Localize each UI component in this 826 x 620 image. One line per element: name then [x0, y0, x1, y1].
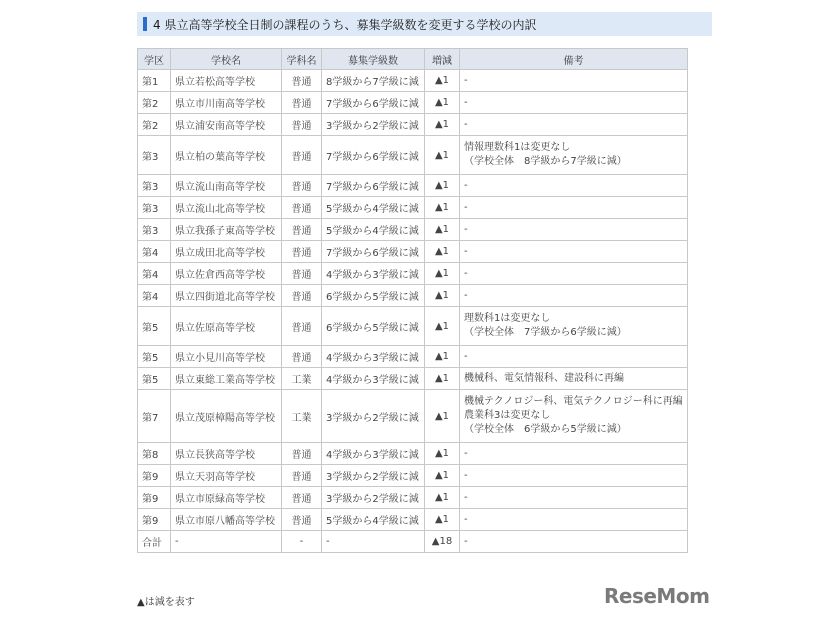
table-row [138, 285, 688, 307]
remark-line: （学校全体 8学級から7学級に減） [464, 156, 627, 167]
classes-cell: 4学級から3学級に減 [322, 368, 425, 390]
table-row [138, 197, 688, 219]
footnote: ▲は減を表す [137, 597, 195, 608]
dept-cell: 普通 [282, 219, 322, 241]
dept-cell: 工業 [282, 368, 322, 390]
remarks-cell [460, 285, 688, 307]
remarks-cell [460, 390, 688, 443]
classes-cell: 5学級から4学級に減 [322, 197, 425, 219]
school-cell: 県立若松高等学校 [171, 70, 282, 92]
district-cell: 第5 [138, 346, 171, 368]
table-title-bar [137, 12, 712, 36]
remarks-cell [460, 487, 688, 509]
district-cell: 第9 [138, 509, 171, 531]
change-cell: ▲1 [425, 346, 460, 368]
table-row [138, 487, 688, 509]
resemom-logo: ReseMom [604, 584, 710, 608]
dept-cell: 普通 [282, 487, 322, 509]
remarks-cell [460, 241, 688, 263]
remark-line: - [464, 469, 468, 481]
header-classes: 募集学級数 [322, 49, 425, 70]
change-cell: ▲1 [425, 92, 460, 114]
classes-cell: 7学級から6学級に減 [322, 136, 425, 175]
district-cell: 第7 [138, 390, 171, 443]
dept-cell: 普通 [282, 509, 322, 531]
dept-cell: 普通 [282, 263, 322, 285]
district-cell: 第3 [138, 219, 171, 241]
remark-line: - [464, 447, 468, 459]
school-cell: 県立佐倉西高等学校 [171, 263, 282, 285]
remarks-cell [460, 368, 688, 390]
remark-line: - [464, 201, 468, 213]
school-cell: 県立浦安南高等学校 [171, 114, 282, 136]
remark-line: （学校全体 6学級から5学級に減） [464, 424, 627, 435]
classes-cell: 4学級から3学級に減 [322, 443, 425, 465]
title-marker [143, 17, 147, 31]
remarks-cell [460, 219, 688, 241]
total-change: ▲18 [425, 531, 460, 553]
district-cell: 第9 [138, 465, 171, 487]
school-cell: 県立東総工業高等学校 [171, 368, 282, 390]
change-cell: ▲1 [425, 70, 460, 92]
school-cell: 県立柏の葉高等学校 [171, 136, 282, 175]
header-remarks: 備考 [460, 49, 688, 70]
classes-cell: 3学級から2学級に減 [322, 390, 425, 443]
remark-line: - [464, 74, 468, 86]
school-cell: 県立小見川高等学校 [171, 346, 282, 368]
table-row [138, 263, 688, 285]
school-cell: 県立我孫子東高等学校 [171, 219, 282, 241]
remarks-cell [460, 70, 688, 92]
school-class-change-table [137, 48, 688, 553]
table-row [138, 346, 688, 368]
classes-cell: 7学級から6学級に減 [322, 175, 425, 197]
remarks-cell [460, 509, 688, 531]
dept-cell: 工業 [282, 390, 322, 443]
table-row [138, 307, 688, 346]
change-cell: ▲1 [425, 219, 460, 241]
district-cell: 第3 [138, 197, 171, 219]
remarks-cell [460, 443, 688, 465]
change-cell: ▲1 [425, 175, 460, 197]
classes-cell: 3学級から2学級に減 [322, 465, 425, 487]
total-row [138, 531, 688, 553]
district-cell: 第4 [138, 263, 171, 285]
school-cell: 県立市原八幡高等学校 [171, 509, 282, 531]
district-cell: 第4 [138, 241, 171, 263]
table-row [138, 509, 688, 531]
district-cell: 第9 [138, 487, 171, 509]
table-row [138, 70, 688, 92]
change-cell: ▲1 [425, 241, 460, 263]
change-cell: ▲1 [425, 509, 460, 531]
school-cell: 県立佐原高等学校 [171, 307, 282, 346]
classes-cell: 4学級から3学級に減 [322, 346, 425, 368]
district-cell: 第2 [138, 114, 171, 136]
dept-cell: 普通 [282, 175, 322, 197]
table-row [138, 368, 688, 390]
classes-cell: 8学級から7学級に減 [322, 70, 425, 92]
total-remarks: - [460, 531, 688, 553]
remarks-cell [460, 465, 688, 487]
classes-cell: 4学級から3学級に減 [322, 263, 425, 285]
header-school: 学校名 [171, 49, 282, 70]
table-row [138, 136, 688, 175]
school-cell: 県立天羽高等学校 [171, 465, 282, 487]
dept-cell: 普通 [282, 241, 322, 263]
remark-line: （学校全体 7学級から6学級に減） [464, 327, 627, 338]
remark-line: - [464, 289, 468, 301]
change-cell: ▲1 [425, 487, 460, 509]
classes-cell: 5学級から4学級に減 [322, 509, 425, 531]
header-district: 学区 [138, 49, 171, 70]
table-row [138, 241, 688, 263]
dept-cell: 普通 [282, 285, 322, 307]
classes-cell: 6学級から5学級に減 [322, 285, 425, 307]
district-cell: 第5 [138, 368, 171, 390]
remarks-cell [460, 263, 688, 285]
district-cell: 第8 [138, 443, 171, 465]
total-school: - [171, 531, 282, 553]
remark-line: 理数科1は変更なし [464, 313, 551, 324]
district-cell: 第1 [138, 70, 171, 92]
change-cell: ▲1 [425, 285, 460, 307]
table-row [138, 443, 688, 465]
dept-cell: 普通 [282, 346, 322, 368]
district-cell: 第4 [138, 285, 171, 307]
change-cell: ▲1 [425, 390, 460, 443]
school-cell: 県立流山北高等学校 [171, 197, 282, 219]
remark-line: - [464, 223, 468, 235]
total-classes: - [322, 531, 425, 553]
change-cell: ▲1 [425, 197, 460, 219]
remark-line: - [464, 350, 468, 362]
dept-cell: 普通 [282, 197, 322, 219]
remark-line: 機械テクノロジー科、電気テクノロジー科に再編 [464, 396, 683, 407]
table-row [138, 390, 688, 443]
remarks-cell [460, 136, 688, 175]
table-row [138, 92, 688, 114]
classes-cell: 3学級から2学級に減 [322, 487, 425, 509]
remark-line: - [464, 96, 468, 108]
remark-line: - [464, 245, 468, 257]
dept-cell: 普通 [282, 443, 322, 465]
remark-line: - [464, 513, 468, 525]
table-body [138, 70, 688, 553]
header-dept: 学科名 [282, 49, 322, 70]
district-cell: 第3 [138, 136, 171, 175]
header-row [138, 49, 688, 70]
classes-cell: 7学級から6学級に減 [322, 92, 425, 114]
table-row [138, 114, 688, 136]
table-title: 4 県立高等学校全日制の課程のうち、募集学級数を変更する学校の内訳 [153, 17, 537, 32]
school-cell: 県立長狭高等学校 [171, 443, 282, 465]
change-cell: ▲1 [425, 368, 460, 390]
district-cell: 第5 [138, 307, 171, 346]
dept-cell: 普通 [282, 92, 322, 114]
dept-cell: 普通 [282, 114, 322, 136]
change-cell: ▲1 [425, 263, 460, 285]
school-cell: 県立市原緑高等学校 [171, 487, 282, 509]
district-cell: 第2 [138, 92, 171, 114]
remarks-cell [460, 307, 688, 346]
remarks-cell [460, 92, 688, 114]
classes-cell: 6学級から5学級に減 [322, 307, 425, 346]
remarks-cell [460, 114, 688, 136]
total-dept: - [282, 531, 322, 553]
dept-cell: 普通 [282, 136, 322, 175]
table-row [138, 219, 688, 241]
dept-cell: 普通 [282, 70, 322, 92]
remark-line: - [464, 491, 468, 503]
dept-cell: 普通 [282, 465, 322, 487]
header-change: 増減 [425, 49, 460, 70]
remarks-cell [460, 175, 688, 197]
classes-cell: 3学級から2学級に減 [322, 114, 425, 136]
change-cell: ▲1 [425, 443, 460, 465]
table-row [138, 465, 688, 487]
change-cell: ▲1 [425, 114, 460, 136]
dept-cell: 普通 [282, 307, 322, 346]
school-cell: 県立茂原樟陽高等学校 [171, 390, 282, 443]
school-cell: 県立市川南高等学校 [171, 92, 282, 114]
remark-line: 情報理数科1は変更なし [464, 142, 571, 153]
school-cell: 県立流山南高等学校 [171, 175, 282, 197]
classes-cell: 5学級から4学級に減 [322, 219, 425, 241]
school-cell: 県立四街道北高等学校 [171, 285, 282, 307]
remarks-cell [460, 346, 688, 368]
remark-line: 農業科3は変更なし [464, 410, 551, 421]
school-cell: 県立成田北高等学校 [171, 241, 282, 263]
change-cell: ▲1 [425, 465, 460, 487]
classes-cell: 7学級から6学級に減 [322, 241, 425, 263]
remark-line: - [464, 267, 468, 279]
remark-line: - [464, 118, 468, 130]
district-cell: 第3 [138, 175, 171, 197]
change-cell: ▲1 [425, 307, 460, 346]
total-label: 合計 [138, 531, 171, 553]
table-row [138, 175, 688, 197]
remark-line: - [464, 179, 468, 191]
change-cell: ▲1 [425, 136, 460, 175]
remark-line: 機械科、電気情報科、建設科に再編 [464, 372, 624, 384]
remarks-cell [460, 197, 688, 219]
